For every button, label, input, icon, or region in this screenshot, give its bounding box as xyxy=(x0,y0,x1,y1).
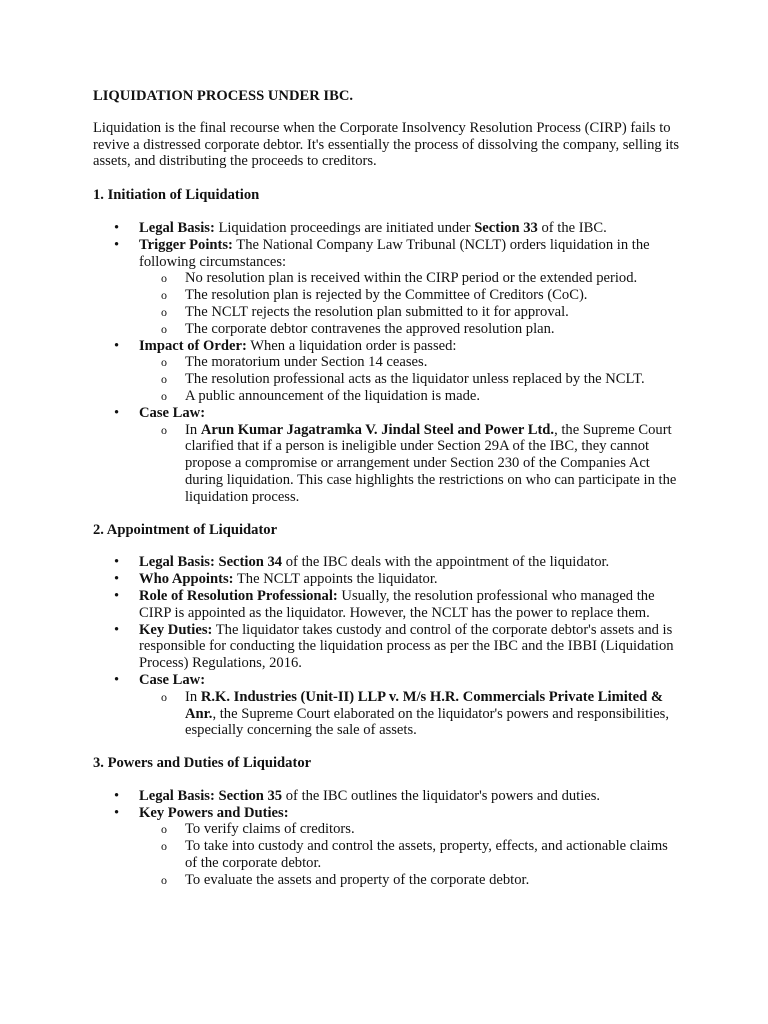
bold-label: Key Duties: xyxy=(139,621,213,638)
item-text: of the IBC deals with the appointment of the liquidator. xyxy=(282,554,610,571)
item-text: of the IBC. xyxy=(537,219,607,236)
sub-list-item: o No resolution plan is received within the CIRP period or the extended period. xyxy=(139,270,680,287)
item-text: In xyxy=(185,688,201,705)
list-item xyxy=(93,571,680,588)
item-text: The liquidator takes custody and control of the corporate debtor's assets and is responsible for conducting the liquidation process as per the IBC and the IBBI (Liquidation Process) Regulations, 2016. xyxy=(139,621,674,672)
case-name: R.K. Industries (Unit-II) LLP v. M/s H.R. Commercials Private Limited & Anr. xyxy=(185,688,664,722)
bold-label: Impact of Order: xyxy=(139,337,247,354)
sub-list xyxy=(139,821,680,888)
bold-label: Role of Resolution Professional: xyxy=(139,587,338,604)
sub-list-item: o The resolution plan is rejected by the Committee of Creditors (CoC). xyxy=(139,287,680,304)
sub-list-item: o The moratorium under Section 14 ceases. xyxy=(139,354,680,371)
list-item xyxy=(93,588,680,622)
case-name: Arun Kumar Jagatramka V. Jindal Steel and Power Ltd. xyxy=(200,421,555,438)
sub-list xyxy=(139,422,680,506)
sub-list xyxy=(139,270,680,337)
list-item xyxy=(93,237,680,338)
list-item xyxy=(93,338,680,405)
bold-label: Key Powers and Duties: xyxy=(139,804,289,821)
item-text: In xyxy=(185,421,201,438)
item-text: , the Supreme Court elaborated on the liquidator's powers and responsibilities, especially concerning the sale of assets. xyxy=(185,705,670,739)
list-item xyxy=(93,622,680,672)
sub-list-item xyxy=(139,689,680,739)
bold-text: Section 33 xyxy=(474,219,538,236)
item-text: , the Supreme Court clarified that if a person is ineligible under Section 29A of the IBC, they cannot propose a compromise or arrangement under Section 230 of the Companies Act during liquidation. This case highlights the restrictions on who can participate in the liquidation process. xyxy=(185,421,677,505)
bold-text: Section 35 xyxy=(214,787,283,804)
sub-list-item: o To take into custody and control the assets, property, effects, and actionable claims of the corporate debtor. xyxy=(139,838,680,872)
sub-list xyxy=(139,354,680,404)
item-text: The National Company Law Tribunal (NCLT) orders liquidation in the following circumstances: xyxy=(139,236,650,270)
sub-list-item: o To verify claims of creditors. xyxy=(139,821,680,838)
item-text: Liquidation proceedings are initiated under xyxy=(214,219,475,236)
list-item xyxy=(93,220,680,237)
section-3-list xyxy=(93,788,680,889)
bold-label: Trigger Points: xyxy=(139,236,233,253)
sub-list-item: o A public announcement of the liquidation is made. xyxy=(139,388,680,405)
bold-label: Who Appoints: xyxy=(139,571,234,588)
sub-list-item: o The NCLT rejects the resolution plan submitted to it for approval. xyxy=(139,304,680,321)
list-item xyxy=(93,405,680,506)
sub-list-item: o To evaluate the assets and property of the corporate debtor. xyxy=(139,872,680,889)
section-3-heading: 3. Powers and Duties of Liquidator xyxy=(93,755,312,772)
list-item xyxy=(93,805,680,889)
section-1-heading: 1. Initiation of Liquidation xyxy=(93,187,260,204)
sub-list-item: o The corporate debtor contravenes the approved resolution plan. xyxy=(139,321,680,338)
intro-paragraph: Liquidation is the final recourse when the Corporate Insolvency Resolution Process (CIRP) fails to revive a distressed corporate debtor. It's essentially the process of dissolving the company, selling its assets, and distributing the proceeds to creditors. xyxy=(93,119,680,170)
item-text: Usually, the resolution professional who managed the CIRP is appointed as the liquidator. However, the NCLT has the power to replace them. xyxy=(139,587,655,621)
section-1-list xyxy=(93,220,680,506)
item-text: of the IBC outlines the liquidator's powers and duties. xyxy=(282,787,601,804)
item-text: The NCLT appoints the liquidator. xyxy=(233,571,438,588)
bold-label: Legal Basis: xyxy=(139,787,215,804)
list-item xyxy=(93,672,680,739)
bold-label: Legal Basis: xyxy=(139,554,215,571)
section-2-list xyxy=(93,554,680,739)
bold-label: Legal Basis: xyxy=(139,219,215,236)
sub-list-item: o The resolution professional acts as the liquidator unless replaced by the NCLT. xyxy=(139,371,680,388)
bold-label: Case Law: xyxy=(139,404,206,421)
sub-list-item xyxy=(139,422,680,506)
document-title: LIQUIDATION PROCESS UNDER IBC. xyxy=(93,88,354,104)
bold-label: Case Law: xyxy=(139,671,206,688)
item-text: When a liquidation order is passed: xyxy=(246,337,457,354)
list-item xyxy=(93,788,680,805)
sub-list xyxy=(139,689,680,739)
list-item xyxy=(93,554,680,571)
bold-text: Section 34 xyxy=(214,554,283,571)
section-2-heading: 2. Appointment of Liquidator xyxy=(93,521,278,538)
